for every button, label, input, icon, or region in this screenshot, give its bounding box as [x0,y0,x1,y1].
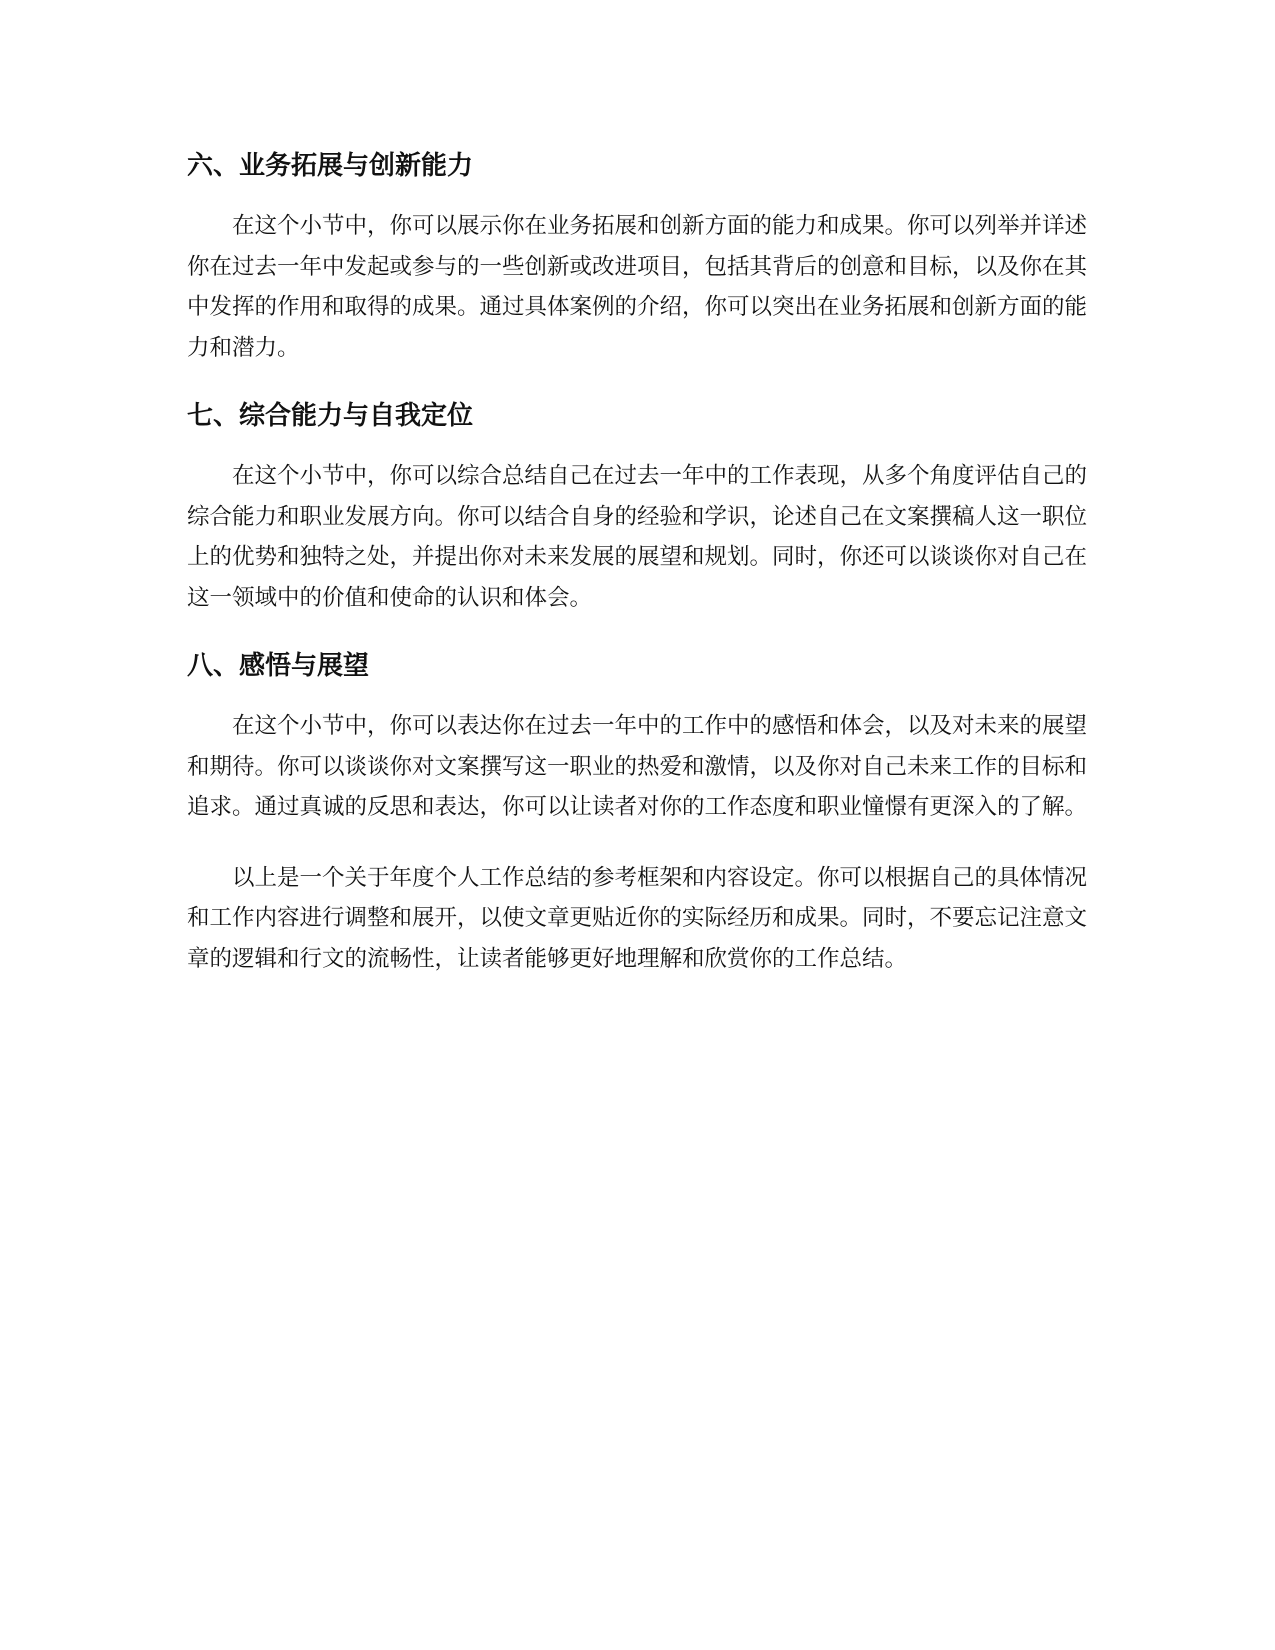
section-paragraph: 在这个小节中，你可以展示你在业务拓展和创新方面的能力和成果。你可以列举并详述你在过去一年中发起或参与的一些创新或改进项目，包括其背后的创意和目标，以及你在其中发挥的作用和取得的成果。通过具体案例的介绍，你可以突出在业务拓展和创新方面的能力和潜力。 [187,213,1088,361]
section-paragraph: 在这个小节中，你可以综合总结自己在过去一年中的工作表现，从多个角度评估自己的综合能力和职业发展方向。你可以结合自身的经验和学识，论述自己在文案撰稿人这一职位上的优势和独特之处，并提出你对未来发展的展望和规划。同时，你还可以谈谈你对自己在这一领域中的价值和使命的认识和体会。 [187,463,1088,611]
document-body [187,148,1087,1009]
section-heading: 八、感悟与展望 [187,651,370,681]
section-overall-ability [187,398,1087,618]
section-paragraph: 在这个小节中，你可以表达你在过去一年中的工作中的感悟和体会，以及对未来的展望和期待。你可以谈谈你对文案撰写这一职业的热爱和激情，以及你对自己未来工作的目标和追求。通过真诚的反思和表达，你可以让读者对你的工作态度和职业憧憬有更深入的了解。 [187,713,1088,820]
closing-paragraph: 以上是一个关于年度个人工作总结的参考框架和内容设定。你可以根据自己的具体情况和工作内容进行调整和展开，以使文章更贴近你的实际经历和成果。同时，不要忘记注意文章的逻辑和行文的流畅性，让读者能够更好地理解和欣赏你的工作总结。 [187,864,1088,972]
section-heading: 六、业务拓展与创新能力 [187,151,474,181]
section-reflection-outlook [187,648,1087,828]
section-heading: 七、综合能力与自我定位 [187,401,474,431]
section-business-innovation [187,148,1087,368]
